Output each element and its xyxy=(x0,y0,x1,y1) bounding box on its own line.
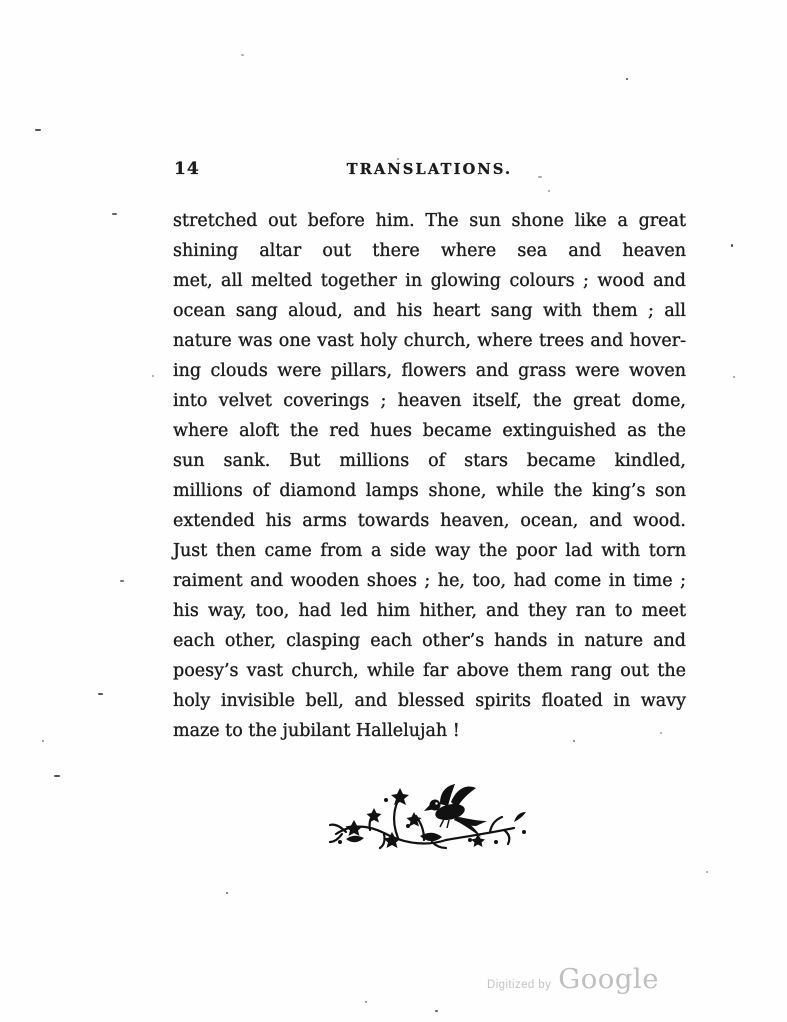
body-text-line: nature was one vast holy church, where trees and hover- xyxy=(173,331,686,351)
body-text-line: holy invisible bell, and blessed spirits floated in wavy xyxy=(173,691,686,711)
scan-speck xyxy=(241,54,244,56)
body-text-line: stretched out before him. The sun shone like a great xyxy=(173,211,686,231)
body-text-line: each other, clasping each other’s hands in nature and xyxy=(173,631,686,651)
digitized-by-google-watermark xyxy=(487,963,667,1006)
body-text-line: where aloft the red hues became extinguished as the xyxy=(173,421,686,441)
body-text-line: shining altar out there where sea and heaven xyxy=(173,241,686,261)
scan-speck xyxy=(397,158,399,160)
body-text-line: ing clouds were pillars, flowers and grass were woven xyxy=(173,361,686,381)
google-logo: Google xyxy=(558,963,660,995)
body-paragraph xyxy=(173,206,686,746)
scan-speck xyxy=(538,176,542,178)
body-text-line: Just then came from a side way the poor lad with torn xyxy=(173,541,686,561)
body-text-line: into velvet coverings ; heaven itself, the great dome, xyxy=(173,391,686,411)
scan-speck xyxy=(365,1001,367,1003)
body-text-line: raiment and wooden shoes ; he, too, had come in time ; xyxy=(173,571,686,591)
body-text-line: extended his arms towards heaven, ocean, and wood. xyxy=(173,511,686,531)
scan-speck xyxy=(548,190,550,192)
scan-speck xyxy=(573,740,575,742)
bird-floral-ornament-icon xyxy=(328,781,528,855)
body-text-line: met, all melted together in glowing colours ; wood and xyxy=(173,271,686,291)
scan-speck xyxy=(54,775,60,777)
body-text-line: ocean sang aloud, and his heart sang with them ; all xyxy=(173,301,686,321)
scan-speck xyxy=(112,213,117,215)
scan-speck xyxy=(42,740,44,742)
bird-silhouette xyxy=(424,784,487,837)
page-number: 14 xyxy=(174,159,200,179)
body-text-line: millions of diamond lamps shone, while the king’s son xyxy=(173,481,686,501)
body-text-line: maze to the jubilant Hallelujah ! xyxy=(173,721,460,741)
body-text-line: poesy’s vast church, while far above them rang out the xyxy=(173,661,686,681)
digitized-by-label: Digitized by xyxy=(487,979,552,991)
scan-speck xyxy=(120,580,124,582)
scan-speck xyxy=(733,376,735,378)
scan-speck xyxy=(626,78,628,80)
running-head-title: TRANSLATIONS. xyxy=(346,161,513,178)
scan-speck xyxy=(435,1010,438,1012)
scan-speck xyxy=(706,871,708,873)
scan-speck xyxy=(35,129,41,131)
scan-speck xyxy=(731,244,733,247)
scan-speck xyxy=(98,693,103,695)
scan-speck xyxy=(660,732,662,734)
body-text-line: his way, too, had led him hither, and they ran to meet xyxy=(173,601,686,621)
body-text-line: sun sank. But millions of stars became kindled, xyxy=(173,451,686,471)
scan-speck xyxy=(226,892,228,894)
scan-speck xyxy=(152,375,154,377)
